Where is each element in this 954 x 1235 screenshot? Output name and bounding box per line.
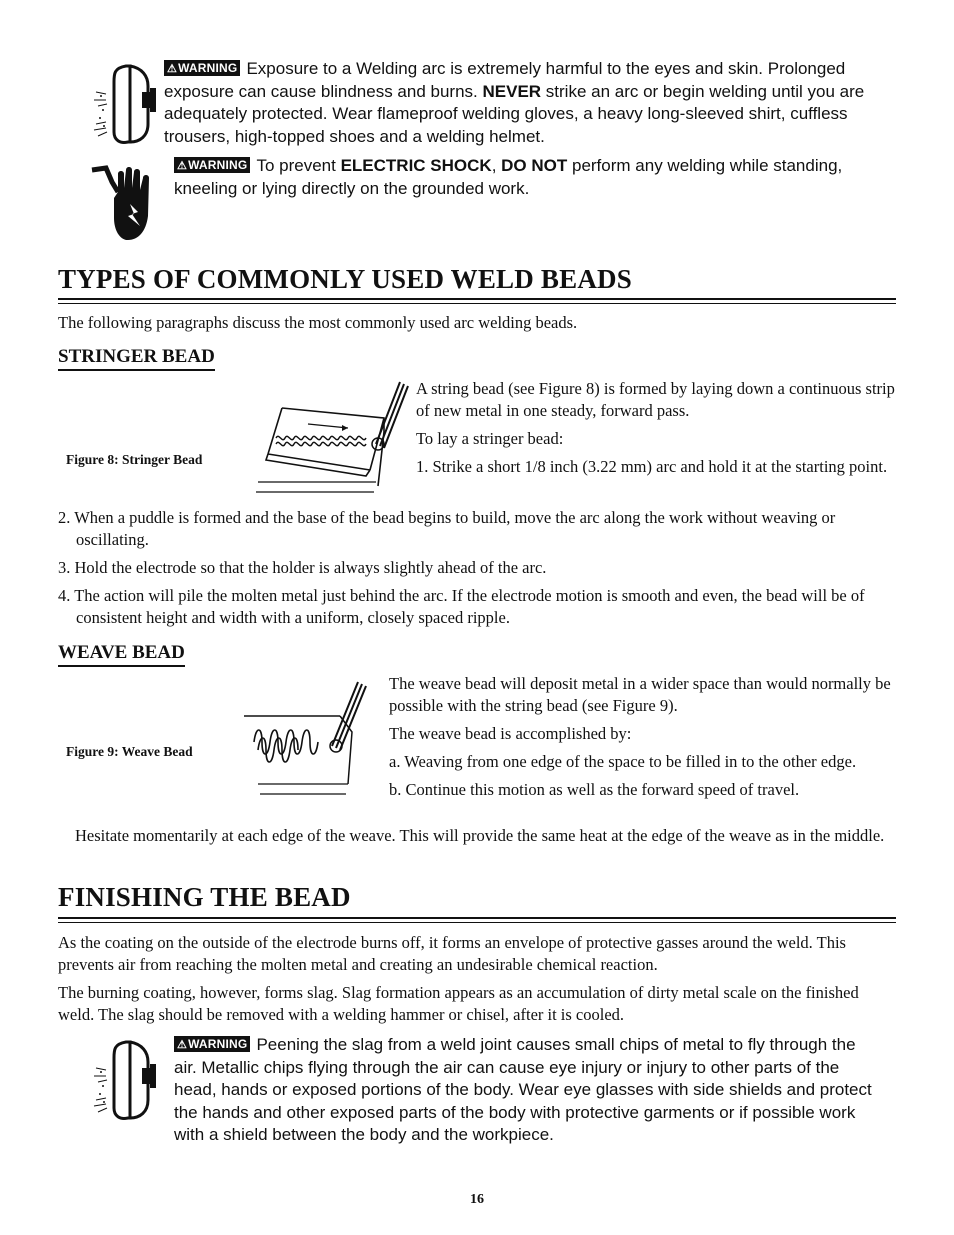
finishing-para-1: As the coating on the outside of the electrode burns off, it forms an envelope of protective gasses around the weld. This prevents air from reaching the molten metal and creating an undesirable chemical reaction. [58,933,846,974]
figure-9-caption: Figure 9: Weave Bead [66,744,193,759]
weave-bead-intro [389,673,894,801]
section-rule [58,922,896,923]
electric-shock-hand-icon [88,162,162,246]
warning-triangle-icon: ⚠ [167,63,178,75]
stringer-steps [58,507,898,629]
welding-helmet-icon [92,1038,158,1122]
stringer-step-2: 2. When a puddle is formed and the base of the bead begins to build, move the arc along the work without weaving or oscillating. [58,508,836,549]
stringer-bead-heading: STRINGER BEAD [58,346,215,371]
weave-step-b-continued: Hesitate momentarily at each edge of the weave. This will provide the same heat at the edge of the weave as in the middle. [75,826,885,845]
section-intro: The following paragraphs discuss the most commonly used arc welding beads. [58,313,578,332]
weave-para-2: The weave bead is accomplished by: [389,724,632,743]
weave-bead-figure [240,676,388,802]
stringer-step-1: 1. Strike a short 1/8 inch (3.22 mm) arc and hold it at the starting point. [416,457,888,476]
warning-badge: ⚠WARNING [164,60,240,76]
finishing-para-2: The burning coating, however, forms slag. Slag formation appears as an accumulation of dirty metal scale on the finished weld. The slag should be removed with a welding hammer or chisel, after it is cooled. [58,983,859,1024]
warning-badge: ⚠WARNING [174,157,250,173]
welding-helmet-icon [92,62,158,146]
stringer-step-3: 3. Hold the electrode so that the holder is always slightly ahead of the arc. [58,558,547,577]
weave-bead-heading: WEAVE BEAD [58,642,185,667]
section-rule [58,298,896,300]
weave-para-1: The weave bead will deposit metal in a wider space than would normally be possible with the string bead (see Figure 9). [389,674,891,715]
stringer-step-4: 4. The action will pile the molten metal just behind the arc. If the electrode motion is smooth and even, the bead will be of consistent height and width with a uniform, closely spaced ripple. [58,586,865,627]
warning-triangle-icon: ⚠ [177,1039,188,1051]
warning-peening: ⚠WARNING Peening the slag from a weld joint causes small chips of metal to fly through the air. Metallic chips flying through the air can cause eye injury or injury to other parts of the head, hands or exposed portions of the body. Wear eye glasses with side shields and protect the hands and other exposed parts of the body with protective garments or if possible work with a shield between the body and the workpiece. [174,1035,872,1144]
section-title-types: TYPES OF COMMONLY USED WELD BEADS [58,264,632,294]
stringer-para-2: To lay a stringer bead: [416,429,564,448]
page-number: 16 [470,1192,484,1207]
warning-badge: ⚠WARNING [174,1036,250,1052]
figure-8-caption: Figure 8: Stringer Bead [66,452,203,467]
warning-triangle-icon: ⚠ [177,160,188,172]
section-rule [58,303,896,304]
stringer-para-1: A string bead (see Figure 8) is formed by laying down a continuous strip of new metal in one steady, forward pass. [416,379,895,420]
stringer-bead-intro [416,378,896,478]
weave-step-a: a. Weaving from one edge of the space to be filled in to the other edge. [389,752,857,771]
section-title-finishing: FINISHING THE BEAD [58,882,351,912]
warning-electric-shock: ⚠WARNING To prevent ELECTRIC SHOCK, DO NOT perform any welding while standing, kneeling or lying directly on the grounded work. [174,156,843,198]
weave-step-b: b. Continue this motion as well as the forward speed of travel. [389,780,800,799]
warning-arc-exposure: ⚠WARNING Exposure to a Welding arc is extremely harmful to the eyes and skin. Prolonged exposure can cause blindness and burns. NEVER strike an arc or begin welding until you are adequately protected. Wear flameproof welding gloves, a heavy long-sleeved shirt, cuffless trousers, high-topped shoes and a welding helmet. [164,59,865,146]
finishing-body [58,932,898,1026]
stringer-bead-figure [248,378,414,498]
section-rule [58,917,896,919]
